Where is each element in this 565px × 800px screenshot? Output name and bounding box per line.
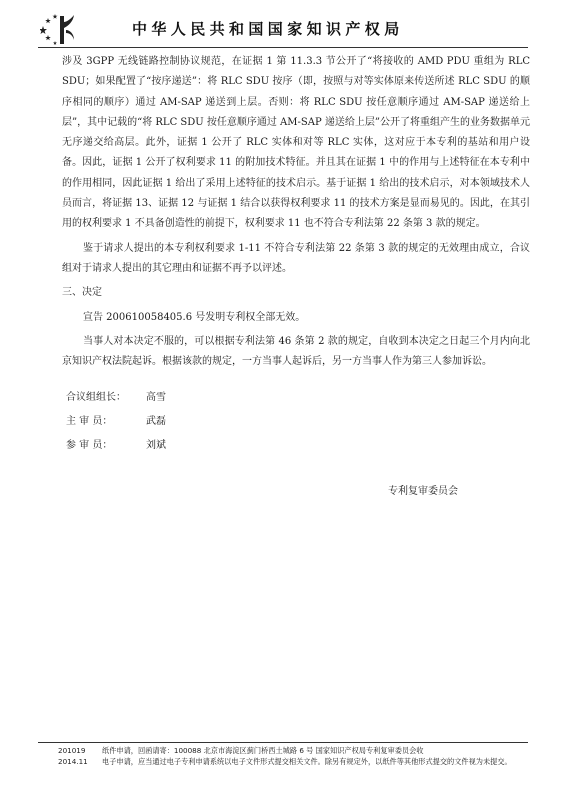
signature-name: 刘斌 — [146, 440, 166, 451]
footer-text: 纸件申请，回函请寄：100088 北京市海淀区蓟门桥西土城路 6 号 国家知识产权局专利复审委员会收 — [102, 746, 424, 755]
page-header — [0, 0, 565, 48]
signature-role: 合议组组长： — [66, 392, 126, 403]
office-title: 中华人民共和国国家知识产权局 — [132, 20, 404, 38]
committee-name: 专利复审委员会 — [388, 486, 458, 497]
decision-paragraph: 宣告 200610058405.6 号发明专利权全部无效。 — [83, 311, 306, 323]
decision-paragraph: 当事人对本决定不服的，可以根据专利法第 46 条第 2 款的规定，自收到本决定之日起三个月内向北京知识产权法院起诉。根据该款的规定，一方当事人起诉后，另一方当事人作为第三人参加诉讼。 — [62, 335, 530, 368]
footer-row — [58, 745, 528, 756]
footer-code: 2014.11 — [58, 757, 88, 766]
decision-body — [62, 52, 530, 376]
sipo-emblem-icon — [40, 12, 76, 46]
signature-name: 武磊 — [146, 416, 166, 427]
body-paragraph: 鉴于请求人提出的本专利权利要求 1-11 不符合专利法第 22 条第 3 款的规定的无效理由成立，合议组对于请求人提出的其它理由和证据不再予以评述。 — [62, 242, 530, 274]
signature-role: 参 审 员： — [66, 440, 113, 451]
footer-code: 201019 — [58, 746, 86, 755]
footer-divider — [38, 742, 528, 743]
footer-text: 电子申请，应当通过电子专利申请系统以电子文件形式提交相关文件。除另有规定外，以纸件等其他形式提交的文件视为未提交。 — [102, 757, 512, 766]
signature-block — [66, 386, 166, 458]
footer-row — [58, 756, 528, 767]
signature-name: 高雪 — [146, 392, 166, 403]
signature-row — [66, 434, 166, 458]
signature-row — [66, 386, 166, 410]
page-footer — [58, 745, 528, 767]
signature-role: 主 审 员： — [66, 416, 113, 427]
section-heading: 三、决定 — [62, 287, 102, 299]
header-divider — [38, 47, 528, 48]
body-paragraph: 涉及 3GPP 无线链路控制协议规范，在证据 1 第 11.3.3 节公开了“将接收的 AMD PDU 重组为 RLC SDU；如果配置了“按序递送”：将 RLC SDU 按序（即，按照与对等实体原来传送所述 RLC SDU 的顺序相同的顺序）通过 AM-SAP 递送到上层。否则：将 RLC SDU 按任意顺序通过 AM-SAP 递送给上层”，其中记载的“将 RLC SDU 按任意顺序通过 AM-SAP 递送给上层”公开了将重组产生的业务数据单元无序递交给高层。此外，证据 1 公开了 RLC 实体和对等 RLC 实体，这对应于本专利的基站和用户设备。因此，证据 1 公开了权利要求 11 的附加技术特征。并且其在证据 1 中的作用与上述特征在本专利中的作用相同，因此证据 1 给出了采用上述特征的技术启示。基于证据 1 给出的技术启示，对本领域技术人员而言，将证据 13、证据 12 与证据 1 结合以获得权利要求 11 的技术方案是显而易见的。因此，在其引用的权利要求 1 不具备创造性的前提下，权利要求 11 也不符合专利法第 22 条第 3 款的规定。 — [62, 56, 530, 230]
signature-row — [66, 410, 166, 434]
